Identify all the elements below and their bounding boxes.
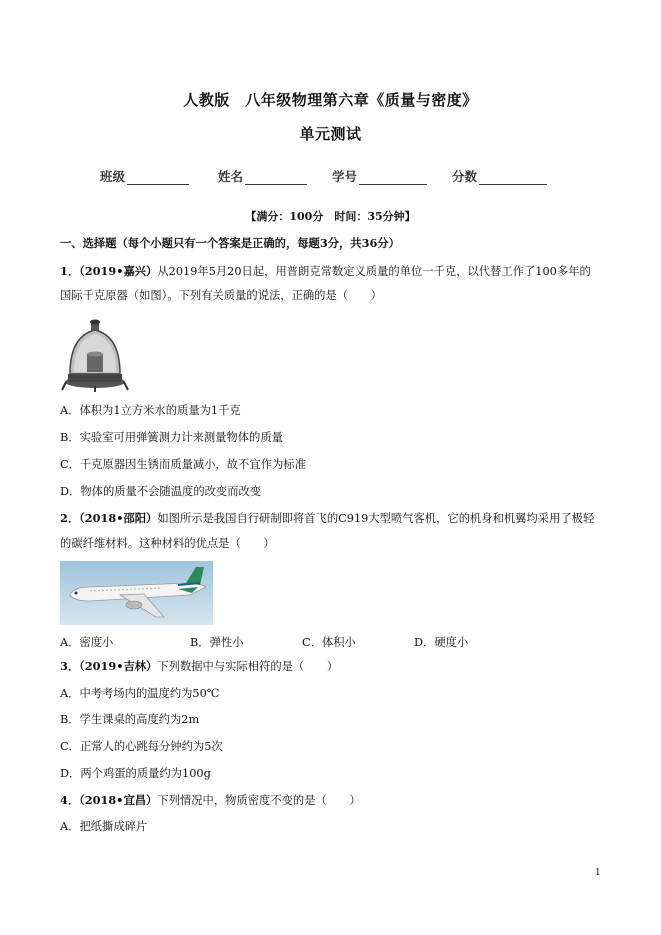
question-2-text-1: 如图所示是我国自行研制即将首飞的C919大型喷气客机，它的机身和机翼均采用了极轻 [157, 512, 595, 525]
exam-meta: 【满分：100分 时间：35分钟】 [245, 210, 416, 223]
page-number: 1 [595, 868, 601, 878]
question-1-text-1: 从2019年5月20日起，用普朗克常数定义质量的单位一千克，以代替工作了100多年的 [157, 265, 591, 278]
question-1-source: 1．（2019•嘉兴） [60, 264, 158, 278]
class-label: 班级 [100, 169, 126, 184]
score-field [452, 167, 547, 185]
question-1-option-c[interactable]: C．千克原器因生锈而质量减小，故不宜作为标准 [60, 458, 306, 471]
question-2-text-2: 的碳纤维材料。这种材料的优点是（ ） [60, 537, 275, 550]
document-subtitle: 单元测试 [299, 125, 362, 143]
question-4-text-1: 下列情况中，物质密度不变的是（ ） [157, 794, 361, 807]
question-3-text-1: 下列数据中与实际相符的是（ ） [157, 660, 339, 673]
name-label: 姓名 [218, 169, 244, 184]
question-3-option-b[interactable]: B．学生课桌的高度约为2m [60, 713, 200, 726]
class-blank[interactable] [127, 170, 189, 185]
class-field [100, 167, 189, 185]
question-2-option-a[interactable]: A．密度小 [60, 636, 114, 649]
question-1-text-2: 国际千克原器（如图）。下列有关质量的说法，正确的是（ ） [60, 289, 382, 302]
question-2-line-1 [60, 511, 594, 526]
question-1-line-1 [60, 264, 591, 279]
question-2-option-c[interactable]: C．体积小 [302, 636, 356, 649]
question-4-line-1 [60, 793, 361, 808]
question-4-option-a[interactable]: A．把纸撕成碎片 [60, 820, 148, 833]
question-2-option-d[interactable]: D．硬度小 [414, 636, 469, 649]
question-4-source: 4．（2018•宜昌） [60, 793, 158, 807]
document-title: 人教版 八年级物理第六章《质量与密度》 [183, 91, 478, 109]
question-3-option-c[interactable]: C．正常人的心跳每分钟约为5次 [60, 740, 223, 753]
name-field [218, 167, 307, 185]
question-1-option-b[interactable]: B．实验室可用弹簧测力计来测量物体的质量 [60, 431, 283, 444]
question-2-source: 2．（2018•邵阳） [60, 511, 158, 525]
section-heading: 一、选择题（每个小题只有一个答案是正确的，每题3分，共36分） [60, 236, 400, 250]
kilogram-prototype-image [60, 316, 130, 392]
score-blank[interactable] [479, 170, 547, 185]
question-3-option-a[interactable]: A．中考考场内的温度约为50℃ [60, 687, 220, 700]
question-1-option-d[interactable]: D．物体的质量不会随温度的改变而改变 [60, 485, 262, 498]
student-id-label: 学号 [332, 169, 358, 184]
question-1-option-a[interactable]: A．体积为1立方米水的质量为1千克 [60, 404, 241, 417]
student-id-blank[interactable] [359, 170, 427, 185]
c919-airplane-image [60, 561, 213, 625]
question-2-option-b[interactable]: B．弹性小 [190, 636, 244, 649]
score-label: 分数 [452, 169, 478, 184]
question-3-line-1 [60, 659, 338, 674]
name-blank[interactable] [245, 170, 307, 185]
student-id-field [332, 167, 427, 185]
question-3-option-d[interactable]: D．两个鸡蛋的质量约为100g [60, 767, 211, 780]
question-3-source: 3．（2019•吉林） [60, 659, 158, 673]
